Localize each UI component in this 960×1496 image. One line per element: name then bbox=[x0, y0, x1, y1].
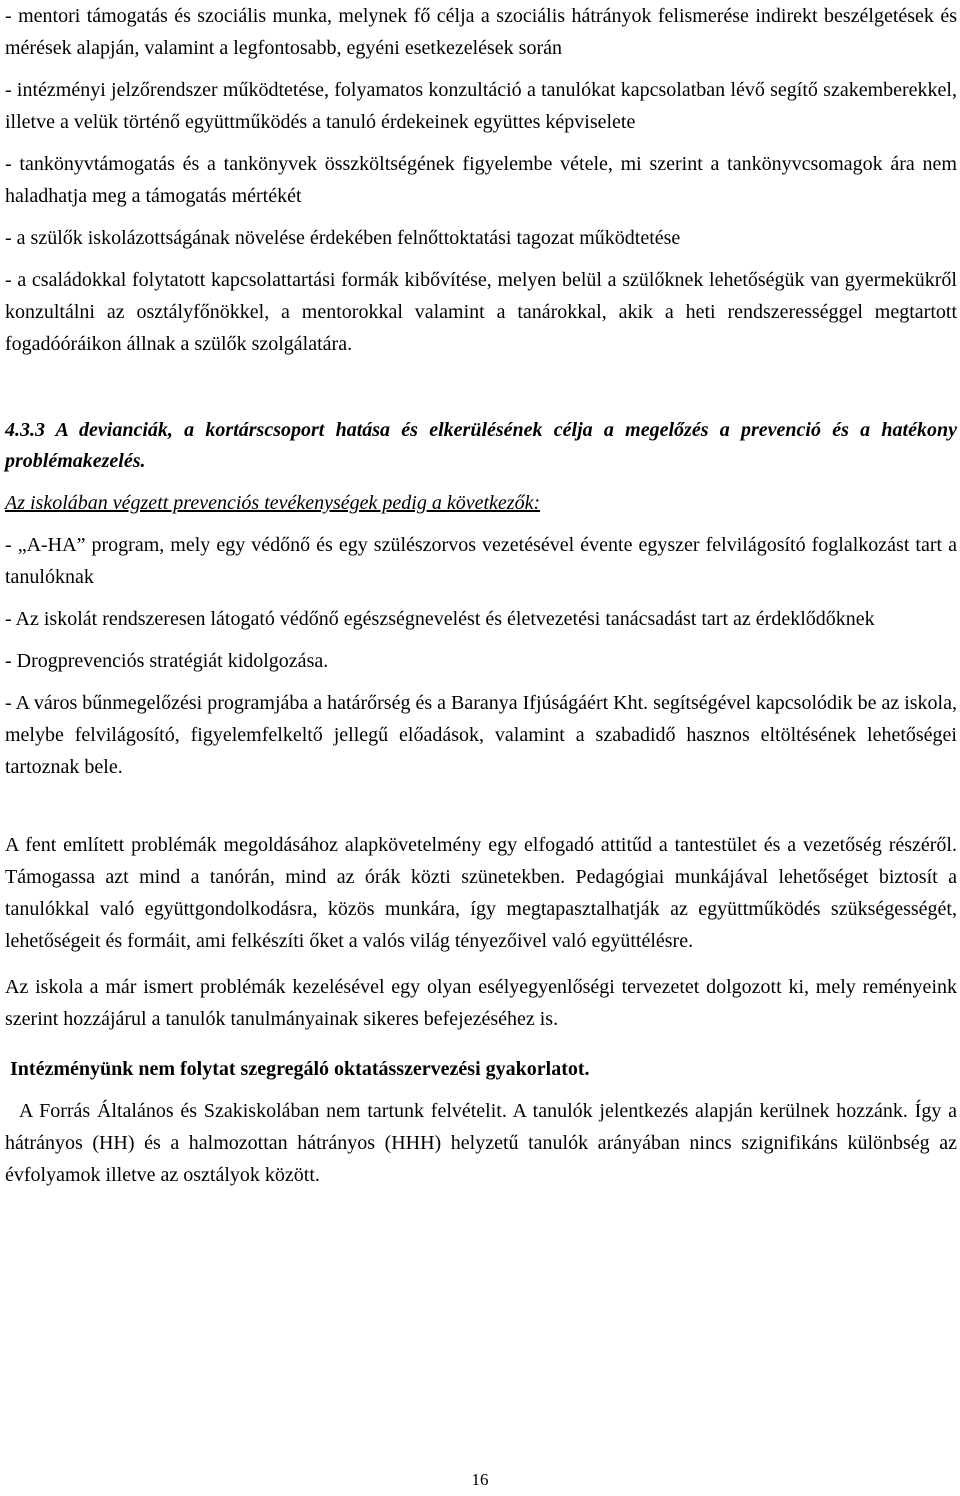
paragraph-aha-program: - „A-HA” program, mely egy védőnő és egy szülészorvos vezetésével évente egyszer felvilágosító foglalkozást tart a tanulóknak bbox=[5, 534, 957, 588]
section-heading: 4.3.3 A devianciák, a kortárscsoport hatása és elkerülésének célja a megelőzés a prevenció és a hatékony problémakezelés. bbox=[5, 419, 957, 472]
page-number: 16 bbox=[471, 1470, 489, 1489]
paragraph-crime-prevention: - A város bűnmegelőzési programjába a határőrség és a Baranya Ifjúságáért Kht. segítségével kapcsolódik be az iskola, melybe felvilágosító, figyelemfelkeltő jellegű előadások, valamint a szabadidő hasznos eltöltésének lehetőségei tartoznak bele. bbox=[5, 692, 957, 778]
paragraph-family-contact: - a családokkal folytatott kapcsolattartási formák kibővítése, melyen belül a szülőknek lehetőségük van gyermekükről konzultálni az osztályfőnökkel, a mentorokkal valamint a tanárokkal, akik a heti rendszerességgel megtartott fogadóóráikon állnak a szülők szolgálatára. bbox=[5, 269, 957, 355]
document-page bbox=[5, 0, 957, 1191]
section-subheading: Az iskolában végzett prevenciós tevékenységek pedig a következők: bbox=[5, 492, 541, 514]
paragraph-adult-education: - a szülők iskolázottságának növelése érdekében felnőttoktatási tagozat működtetése bbox=[5, 227, 681, 249]
paragraph-textbook-support: - tankönyvtámogatás és a tankönyvek összköltségének figyelembe vétele, mi szerint a tankönyvcsomagok ára nem haladhatja meg a támogatás mértékét bbox=[5, 153, 957, 207]
paragraph-health-visitor: - Az iskolát rendszeresen látogató védőnő egészségnevelést és életvezetési tanácsadást tart az érdeklődőknek bbox=[5, 608, 875, 630]
paragraph-attitude: A fent említett problémák megoldásához alapkövetelmény egy elfogadó attitűd a tantestület és a vezetőség részéről. Támogassa azt mind a tanórán, mind az órák közti szünetekben. Pedagógiai munkájával lehetőséget biztosít a tanulókkal való együttgondolkodásra, közös munkára, így megtapasztalhatják az együttműködés szükségességét, lehetőségeit és formáit, ami felkészíti őket a valós világ tényezőivel való együttélésre. bbox=[5, 834, 957, 952]
paragraph-drug-prevention: - Drogprevenciós stratégiát kidolgozása. bbox=[5, 650, 329, 672]
paragraph-mentoring: - mentori támogatás és szociális munka, melynek fő célja a szociális hátrányok felismerése indirekt beszélgetések és mérések alapján, valamint a legfontosabb, egyéni esetkezelések során bbox=[5, 5, 957, 59]
paragraph-signal-system: - intézményi jelzőrendszer működtetése, folyamatos konzultáció a tanulókat kapcsolatban lévő segítő szakemberekkel, illetve a velük történő együttműködés a tanuló érdekeinek együttes képviselete bbox=[5, 79, 957, 133]
paragraph-no-segregation: Intézményünk nem folytat szegregáló oktatásszervezési gyakorlatot. bbox=[10, 1058, 590, 1080]
paragraph-equal-opportunity: Az iskola a már ismert problémák kezelésével egy olyan esélyegyenlőségi tervezetet dolgozott ki, mely reményeink szerint hozzájárul a tanulók tanulmányainak sikeres befejezéséhez is. bbox=[5, 976, 957, 1030]
paragraph-admission: A Forrás Általános és Szakiskolában nem tartunk felvételit. A tanulók jelentkezés alapján kerülnek hozzánk. Így a hátrányos (HH) és a halmozottan hátrányos (HHH) helyzetű tanulók arányában nincs szignifikáns különbség az évfolyamok illetve az osztályok között. bbox=[5, 1100, 957, 1186]
